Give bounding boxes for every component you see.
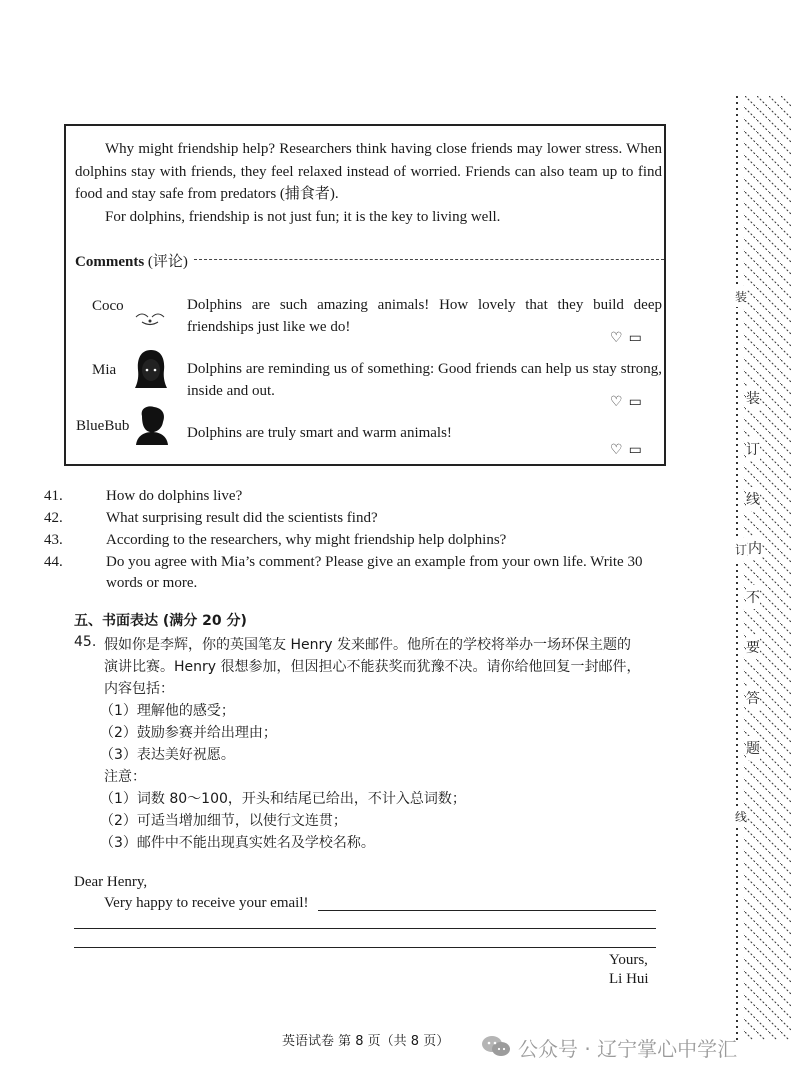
reading-box	[64, 124, 666, 466]
question-45-number: 45.	[74, 634, 97, 650]
comment-actions-mia	[610, 394, 648, 411]
question-text: What surprising result did the scientists find?	[106, 510, 378, 526]
question-number: 44.	[44, 554, 63, 570]
writing-note-2: （2）可适当增加细节，以使行文连贯；	[100, 813, 347, 829]
reply-icon[interactable]: ▭	[628, 331, 642, 346]
question-44	[44, 552, 664, 591]
letter-greeting: Dear Henry,	[74, 874, 148, 890]
page-footer: 英语试卷 第 8 页（共 8 页）	[282, 1034, 450, 1049]
comment-text-bluebub: Dolphins are truly smart and warm animals!	[187, 425, 452, 441]
like-icon[interactable]: ♡	[610, 395, 623, 410]
comment-actions-coco	[610, 330, 648, 347]
section-heading: 五、书面表达 (满分 20 分)	[74, 613, 247, 629]
question-number: 41.	[44, 488, 63, 504]
binding-label-small-mid: 订	[735, 539, 747, 560]
question-number: 43.	[44, 532, 63, 548]
binding-char-8: 题	[746, 736, 760, 760]
answer-line-2[interactable]	[74, 928, 656, 929]
comment-text-mia: Dolphins are reminding us of something: Good friends can help us stay strong, inside and out.	[187, 361, 662, 399]
avatar-coco-icon	[134, 309, 168, 329]
watermark-text: 公众号 · 辽宁掌心中学汇	[518, 1037, 738, 1061]
binding-char-7: 答	[746, 686, 760, 710]
comment-text-coco: Dolphins are such amazing animals! How lovely that they build deep friendships just like we do!	[187, 297, 662, 335]
comments-heading	[75, 250, 188, 271]
reply-icon[interactable]: ▭	[628, 443, 642, 458]
binding-label-small-bottom: 线	[735, 806, 747, 827]
question-text: Do you agree with Mia’s comment? Please give an example from your own life. Write 30 words or more.	[106, 554, 643, 591]
comment-author-bluebub: BlueBub	[76, 418, 130, 434]
answer-line-1[interactable]	[318, 910, 656, 911]
comment-author-mia: Mia	[92, 362, 117, 378]
article-paragraph-1: Why might friendship help? Researchers think having close friends may lower stress. When dolphins stay with friends, they feel relaxed instead of worried. Friends can also team up to find food and stay safe from predators (捕食者).	[75, 141, 662, 202]
binding-char-5: 不	[746, 585, 760, 609]
writing-note-heading: 注意：	[104, 769, 146, 785]
like-icon[interactable]: ♡	[610, 443, 623, 458]
binding-char-3: 线	[746, 487, 760, 511]
question-text: How do dolphins live?	[106, 488, 243, 504]
question-number: 42.	[44, 510, 63, 526]
letter-closing: Yours,	[609, 952, 648, 968]
binding-char-4: 内	[748, 536, 762, 560]
writing-requirement-3: （3）表达美好祝愿。	[100, 747, 235, 763]
letter-opening: Very happy to receive your email!	[104, 895, 309, 911]
question-42	[44, 508, 664, 529]
wechat-icon	[480, 1034, 512, 1058]
question-text: According to the researchers, why might friendship help dolphins?	[106, 532, 507, 548]
writing-prompt-line-1: 假如你是李辉，你的英国笔友 Henry 发来邮件。他所在的学校将举办一场环保主题的	[104, 637, 631, 653]
article-paragraph-2: For dolphins, friendship is not just fun; it is the key to living well.	[105, 209, 501, 225]
avatar-bluebub-icon	[134, 404, 170, 446]
comment-actions-bluebub	[610, 442, 648, 459]
binding-label-small-top: 装	[735, 286, 747, 307]
writing-note-3: （3）邮件中不能出现真实姓名及学校名称。	[100, 835, 375, 851]
reply-icon[interactable]: ▭	[628, 395, 642, 410]
comments-title-cn: (评论)	[147, 254, 188, 270]
letter-signature: Li Hui	[609, 971, 649, 987]
question-41	[44, 486, 664, 507]
question-43	[44, 530, 664, 551]
binding-char-6: 要	[746, 635, 760, 659]
comments-title: Comments	[75, 254, 145, 270]
binding-char-2: 订	[746, 437, 760, 461]
writing-prompt-line-3: 内容包括：	[104, 681, 174, 697]
comments-divider	[194, 259, 664, 260]
like-icon[interactable]: ♡	[610, 331, 623, 346]
avatar-mia-icon	[134, 348, 168, 390]
binding-char-1: 装	[746, 386, 760, 410]
writing-note-1: （1）词数 80～100，开头和结尾已给出，不计入总词数；	[100, 791, 466, 807]
comment-author-coco: Coco	[92, 298, 124, 314]
answer-line-3[interactable]	[74, 947, 656, 948]
writing-requirement-1: （1）理解他的感受；	[100, 703, 235, 719]
binding-strip-pattern	[733, 96, 791, 1040]
writing-requirement-2: （2）鼓励参赛并给出理由；	[100, 725, 277, 741]
writing-prompt-line-2: 演讲比赛。Henry 很想参加，但因担心不能获奖而犹豫不决。请你给他回复一封邮件，	[104, 659, 641, 675]
